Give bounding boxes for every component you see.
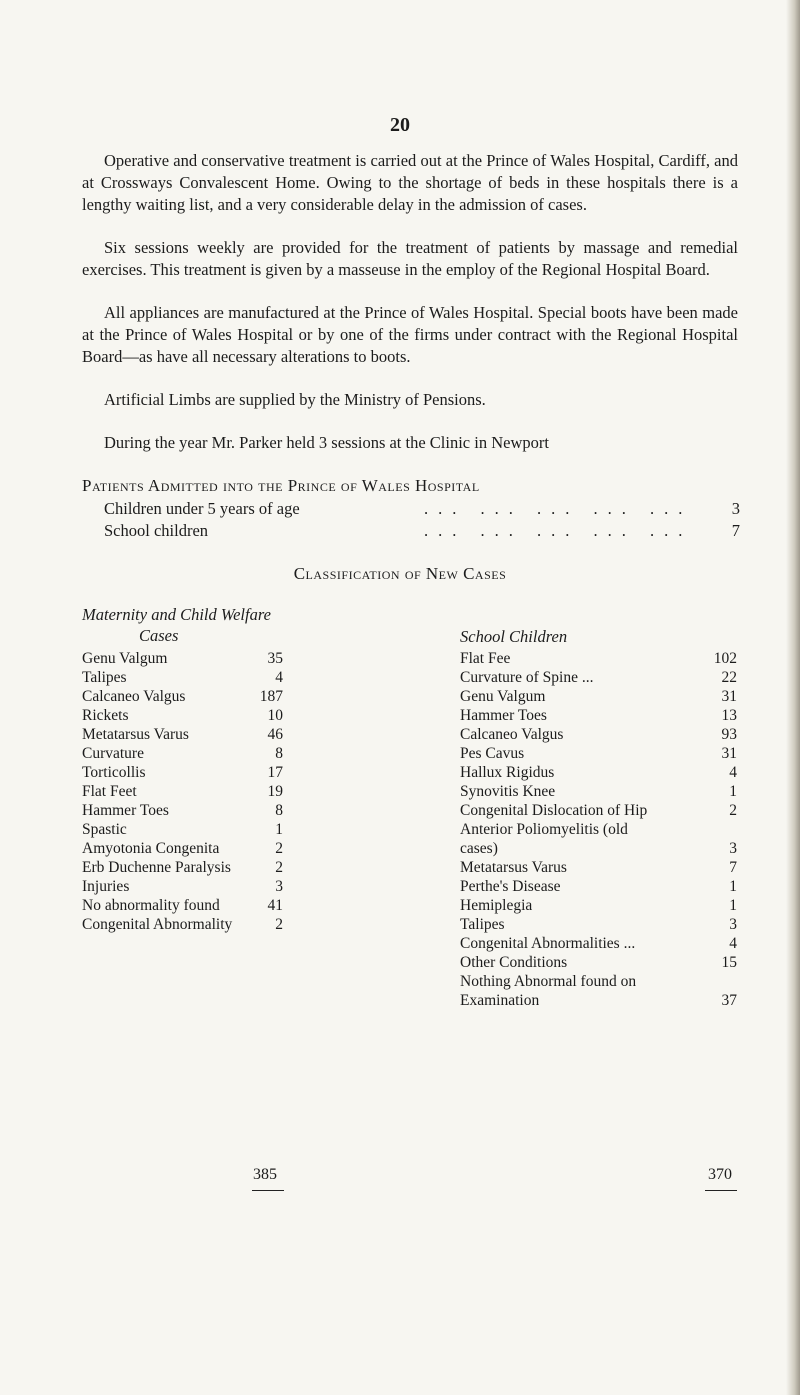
paragraph-limbs: Artificial Limbs are supplied by the Ministry of Pensions. [104, 390, 486, 409]
row-label: Talipes [82, 669, 127, 686]
admitted-row: School children ... ... ... ... ... 7 [104, 521, 740, 540]
row-label: Congenital Dislocation of Hip [460, 802, 648, 819]
table-row [82, 877, 283, 896]
table-row [460, 706, 737, 725]
row-label: Genu Valgum [460, 688, 546, 705]
row-value: 46 [267, 726, 283, 743]
row-label: Nothing Abnormal found on [460, 973, 637, 990]
table-row [82, 725, 283, 744]
table-row [460, 687, 737, 706]
row-value: 2 [275, 840, 283, 857]
table-row [460, 763, 737, 782]
left-column-subheader: Cases [139, 626, 179, 645]
table-row [82, 649, 283, 668]
row-label: Perthe's Disease [460, 878, 561, 895]
table-row [460, 915, 737, 934]
admitted-row: Children under 5 years of age ... ... ... ... ... 3 [104, 499, 740, 518]
table-row [460, 820, 737, 839]
row-label: Talipes [460, 916, 505, 933]
paragraph-treatment: Operative and conservative treatment is carried out at the Prince of Wales Hospital, Cardiff, and at Crossways Convalescent Home. Owing to the shortage of beds in these hospitals there is a lengthy waiting list, and a very considerable delay in the admission of cases. [82, 151, 738, 214]
table-row [82, 896, 283, 915]
table-row [460, 782, 737, 801]
row-label: Torticollis [82, 764, 146, 781]
row-label: Pes Cavus [460, 745, 525, 762]
table-row [460, 801, 737, 820]
row-label: Spastic [82, 821, 127, 838]
row-label: Synovitis Knee [460, 783, 556, 800]
table-row [460, 896, 737, 915]
row-value: 7 [729, 859, 737, 876]
row-label: Other Conditions [460, 954, 568, 971]
table-row [460, 725, 737, 744]
row-value: 8 [275, 745, 283, 762]
classification-heading: Classification of New Cases [293, 564, 507, 583]
row-value: 93 [721, 726, 737, 743]
total-rule-left [252, 1190, 284, 1191]
row-value: 37 [721, 992, 737, 1009]
row-label: Rickets [82, 707, 129, 724]
row-label: Anterior Poliomyelitis (old [460, 821, 628, 838]
paragraph-newport: During the year Mr. Parker held 3 sessions at the Clinic in Newport [104, 433, 549, 452]
table-row [460, 953, 737, 972]
row-label: Amyotonia Congenita [82, 840, 220, 857]
row-label: Hallux Rigidus [460, 764, 555, 781]
table-row [460, 649, 737, 668]
page-edge [786, 0, 800, 1395]
row-label: Erb Duchenne Paralysis [82, 859, 231, 876]
row-value: 31 [721, 745, 737, 762]
row-label: Hammer Toes [82, 802, 169, 819]
row-label: Calcaneo Valgus [82, 688, 186, 705]
table-row [82, 668, 283, 687]
left-total: 385 [253, 1166, 277, 1183]
row-label: Hammer Toes [460, 707, 547, 724]
row-label: Congenital Abnormalities ... [460, 935, 636, 952]
row-label: Genu Valgum [82, 650, 168, 667]
row-value: 4 [729, 764, 737, 781]
row-label: Metatarsus Varus [82, 726, 189, 743]
row-label: Curvature of Spine ... [460, 669, 594, 686]
table-row [460, 877, 737, 896]
row-label: Metatarsus Varus [460, 859, 567, 876]
row-value: 13 [721, 707, 737, 724]
table-row [82, 858, 283, 877]
paragraph-appliances: All appliances are manufactured at the Prince of Wales Hospital. Special boots have been made at the Prince of Wales Hospital or by one of the firms under contract with the Regional Hospital Board—as have all necessary alterations to boots. [82, 303, 738, 366]
row-value: 1 [729, 783, 737, 800]
row-value: 3 [275, 878, 283, 895]
table-row [82, 915, 283, 934]
row-value: 22 [721, 669, 737, 686]
table-row [460, 839, 737, 858]
row-value: 1 [729, 878, 737, 895]
row-label: Flat Feet [82, 783, 137, 800]
row-value: 1 [275, 821, 283, 838]
admitted-heading: Patients Admitted into the Prince of Wales Hospital [82, 476, 480, 495]
table-row [82, 839, 283, 858]
row-value: 19 [267, 783, 283, 800]
row-value: 15 [721, 954, 737, 971]
row-value: 2 [275, 916, 283, 933]
row-label: Curvature [82, 745, 144, 762]
total-rule-right [705, 1190, 737, 1191]
leader-dots: ... ... ... ... ... [424, 499, 693, 518]
table-row [460, 744, 737, 763]
row-label: Injuries [82, 878, 130, 895]
row-value: 187 [259, 688, 283, 705]
leader-dots: ... ... ... ... ... [424, 521, 693, 540]
page-number: 20 [390, 114, 410, 136]
table-row [460, 858, 737, 877]
row-value: 35 [267, 650, 283, 667]
row-value: 4 [729, 935, 737, 952]
paragraph-sessions: Six sessions weekly are provided for the treatment of patients by massage and remedial exercises. This treatment is given by a masseuse in the employ of the Regional Hospital Board. [82, 238, 738, 279]
row-value: 8 [275, 802, 283, 819]
row-label: No abnormality found [82, 897, 220, 914]
row-value: 3 [729, 840, 737, 857]
table-row [82, 801, 283, 820]
table-row [460, 934, 737, 953]
row-label: Examination [460, 992, 540, 1009]
table-row [460, 991, 737, 1010]
row-value: 4 [275, 669, 283, 686]
row-label: Calcaneo Valgus [460, 726, 564, 743]
table-row [82, 687, 283, 706]
row-value: 2 [275, 859, 283, 876]
table-row [460, 668, 737, 687]
row-value: 10 [267, 707, 283, 724]
row-label: Hemiplegia [460, 897, 533, 914]
table-row [460, 972, 737, 991]
row-label: Flat Fee [460, 650, 511, 667]
row-value: 102 [713, 650, 737, 667]
row-value: 3 [729, 916, 737, 933]
row-label: Congenital Abnormality [82, 916, 233, 933]
table-row [82, 782, 283, 801]
table-row [82, 820, 283, 839]
left-column-header: Maternity and Child Welfare [82, 605, 271, 624]
table-row [82, 763, 283, 782]
row-value: 17 [267, 764, 283, 781]
table-row [82, 706, 283, 725]
row-label: cases) [460, 840, 498, 857]
table-row [82, 744, 283, 763]
row-value: 2 [729, 802, 737, 819]
row-value: 31 [721, 688, 737, 705]
right-total: 370 [708, 1166, 732, 1183]
row-value: 1 [729, 897, 737, 914]
right-column-header: School Children [460, 627, 568, 646]
row-value: 41 [267, 897, 283, 914]
